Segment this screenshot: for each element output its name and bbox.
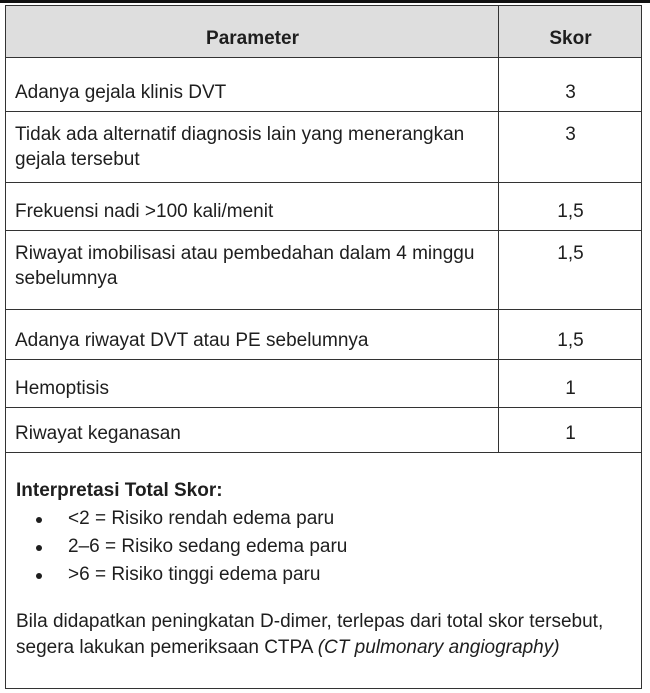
parameter-cell: Tidak ada alternatif diagnosis lain yang menerangkan gejala tersebut bbox=[6, 112, 499, 183]
interpretation-item: 2–6 = Risiko sedang edema paru bbox=[68, 533, 631, 561]
header-score: Skor bbox=[499, 6, 642, 58]
score-cell: 1 bbox=[499, 360, 642, 408]
parameter-cell: Riwayat keganasan bbox=[6, 408, 499, 453]
score-cell: 3 bbox=[499, 112, 642, 183]
table-row bbox=[6, 408, 642, 453]
interpretation-item: <2 = Risiko rendah edema paru bbox=[68, 505, 631, 533]
parameter-cell: Riwayat imobilisasi atau pembedahan dalam 4 minggu sebelumnya bbox=[6, 231, 499, 310]
score-cell: 3 bbox=[499, 58, 642, 112]
score-cell: 1,5 bbox=[499, 183, 642, 231]
interpretation-section bbox=[16, 477, 631, 589]
parameter-cell: Adanya riwayat DVT atau PE sebelumnya bbox=[6, 310, 499, 360]
header-parameter: Parameter bbox=[6, 6, 499, 58]
interpretation-title: Interpretasi Total Skor: bbox=[16, 480, 223, 501]
parameter-cell: Frekuensi nadi >100 kali/menit bbox=[6, 183, 499, 231]
table-row bbox=[6, 112, 642, 183]
table-header bbox=[6, 6, 642, 58]
table-row bbox=[6, 310, 642, 360]
top-rule bbox=[0, 0, 650, 3]
score-cell: 1,5 bbox=[499, 310, 642, 360]
table-row bbox=[6, 231, 642, 310]
interpretation-list bbox=[16, 505, 631, 589]
table-row bbox=[6, 183, 642, 231]
table-row bbox=[6, 58, 642, 112]
table-row bbox=[6, 360, 642, 408]
score-cell: 1 bbox=[499, 408, 642, 453]
note-text: Bila didapatkan peningkatan D-dimer, terlepas dari total skor tersebut, segera lakukan pemeriksaan CTPA bbox=[16, 611, 604, 658]
parameter-cell: Adanya gejala klinis DVT bbox=[6, 58, 499, 112]
score-cell: 1,5 bbox=[499, 231, 642, 310]
interpretation-item: >6 = Risiko tinggi edema paru bbox=[68, 561, 631, 589]
parameter-cell: Hemoptisis bbox=[6, 360, 499, 408]
note-italic: (CT pulmonary angiography) bbox=[317, 637, 560, 658]
ddimer-note bbox=[16, 609, 631, 661]
document-content bbox=[5, 5, 642, 661]
score-table bbox=[5, 5, 642, 453]
